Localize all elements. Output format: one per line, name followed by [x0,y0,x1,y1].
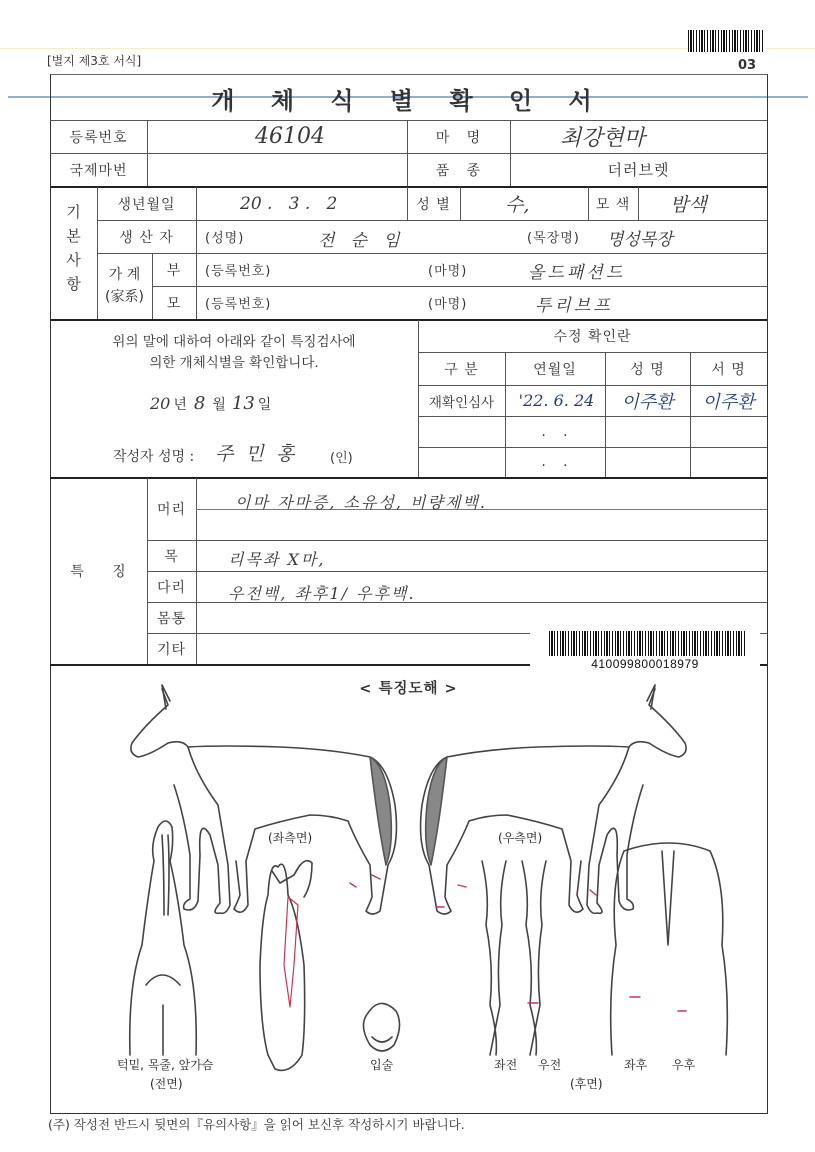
feature-label-neck: 목 [164,548,179,565]
revision-row-date-empty[interactable]: . . [541,423,569,440]
features-section-label: 특 징 [70,564,127,580]
revision-header-signature: 서 명 [711,361,746,378]
farm-name-label: (목장명) [527,231,580,246]
horse-name-value[interactable]: 최강현마 [560,126,646,151]
feature-value-neck[interactable]: 리목좌 X마, [228,549,326,569]
dam-reg-no-label: (등록번호) [205,297,272,312]
reg-no-value[interactable]: 46104 [255,124,325,149]
revision-table-title: 수정 확인란 [553,329,632,345]
coat-color-value[interactable]: 밤색 [670,194,707,216]
sex-value[interactable]: 수, [505,194,530,216]
front-sub-caption: (전면) [150,1077,183,1091]
leg-markings [350,875,686,1011]
confirmation-date: 20 년 8 월 13 일 [150,393,272,414]
author-signature[interactable]: 주 민 홍 [215,442,295,465]
divider [196,187,197,319]
sex-label: 성 별 [416,196,451,213]
divider [460,187,461,220]
basic-info-section-label: 기 본 사 항 [66,203,81,293]
sire-name-label: (마명) [428,264,468,279]
author-label: 작성자 성명 : [113,449,195,465]
page-code: 03 [738,58,757,73]
feature-label-body: 몸통 [156,610,187,627]
confirmation-statement: 위의 말에 대하여 아래와 같이 특징검사에 의한 개체식별을 확인합니다. [112,334,356,371]
revision-row-name[interactable]: 이주환 [621,391,674,413]
dam-label: 모 [166,295,182,312]
footer-note: (주) 작성전 반드시 뒷면의『유의사항』을 읽어 보신후 작성하시기 바랍니다. [48,1117,465,1132]
revision-row-category: 재확인심사 [428,394,495,411]
date-day-value[interactable]: 13 [231,393,255,414]
dam-name-value[interactable]: 투리브프 [535,296,613,316]
revision-row-signature[interactable]: 이주환 [702,391,755,413]
sire-name-value[interactable]: 올드패션드 [528,263,626,283]
left-side-caption: (좌측면) [268,831,313,845]
feature-label-legs: 다리 [156,579,187,596]
feature-value-legs[interactable]: 우전백, 좌후1/ 우후백. [228,583,416,603]
pedigree-label: 가 계 (家系) [105,267,144,305]
date-month-value[interactable]: 8 [193,393,206,414]
feature-label-other: 기타 [156,641,187,658]
seal-label: (인) [330,451,353,466]
revision-header-category: 구 분 [444,361,479,378]
breed-label: 품 종 [435,162,482,179]
sire-reg-no-label: (등록번호) [205,264,272,279]
dam-name-label: (마명) [428,297,468,312]
divider [147,571,767,572]
revision-row-date-empty[interactable]: . . [541,454,569,470]
intl-no-label: 국제마번 [69,162,128,179]
left-fore-caption: 좌전 [494,1058,518,1072]
date-year-value[interactable]: 20 [150,394,171,413]
revision-header-date: 연월일 [533,361,577,378]
lips-caption: 입술 [370,1058,394,1072]
page-title: 개 체 식 별 확 인 서 [211,86,606,115]
fore-legs-front-outline [482,861,546,1055]
front-caption: 턱밑, 목줄, 앞가슴 [117,1058,214,1072]
head-front-outline [260,861,312,1071]
breeder-label: 생 산 자 [119,229,174,246]
right-fore-caption: 우전 [538,1058,562,1072]
blaze-marking [284,897,298,1007]
birth-date-label: 생년월일 [117,196,176,213]
sire-label: 부 [166,262,182,279]
right-side-caption: (우측면) [498,831,543,845]
feature-label-head: 머리 [156,502,187,518]
id-barcode [549,631,746,656]
front-view-outline [130,821,197,1055]
left-hind-caption: 좌후 [624,1058,648,1072]
rear-view-outline [611,843,728,1055]
divider [638,187,639,220]
feature-value-head[interactable]: 이마 자마증, 소유성, 비량제백. [235,492,487,512]
form-label: [별지 제3호 서식] [47,54,142,68]
revision-header-name: 성 명 [630,361,665,378]
right-hind-caption: 우후 [672,1058,696,1072]
left-side-horse-outline [131,685,397,914]
reg-no-label: 등록번호 [69,129,128,146]
rear-sub-caption: (후면) [570,1077,603,1091]
lips-outline [363,1003,399,1051]
birth-date-value[interactable]: 20 . 3 . 2 [240,193,338,214]
farm-name-value[interactable]: 명성목장 [607,230,673,250]
breed-value: 더러브렛 [607,161,670,179]
divider [147,120,148,186]
barcode-number: 410099800018979 [591,657,699,671]
horse-name-label: 마 명 [435,129,482,146]
diagram-title: < 특징도해 > [359,681,458,697]
horse-diagram [50,665,767,1112]
revision-row-date[interactable]: '22. 6. 24 [518,391,595,410]
breeder-name-label: (성명) [205,231,245,246]
breeder-name-value[interactable]: 전 순 임 [318,231,400,251]
top-barcode [688,30,765,52]
right-side-horse-outline [421,685,687,914]
coat-color-label: 모 색 [595,196,631,213]
divider [147,540,767,541]
intl-no-value[interactable] [160,153,400,186]
